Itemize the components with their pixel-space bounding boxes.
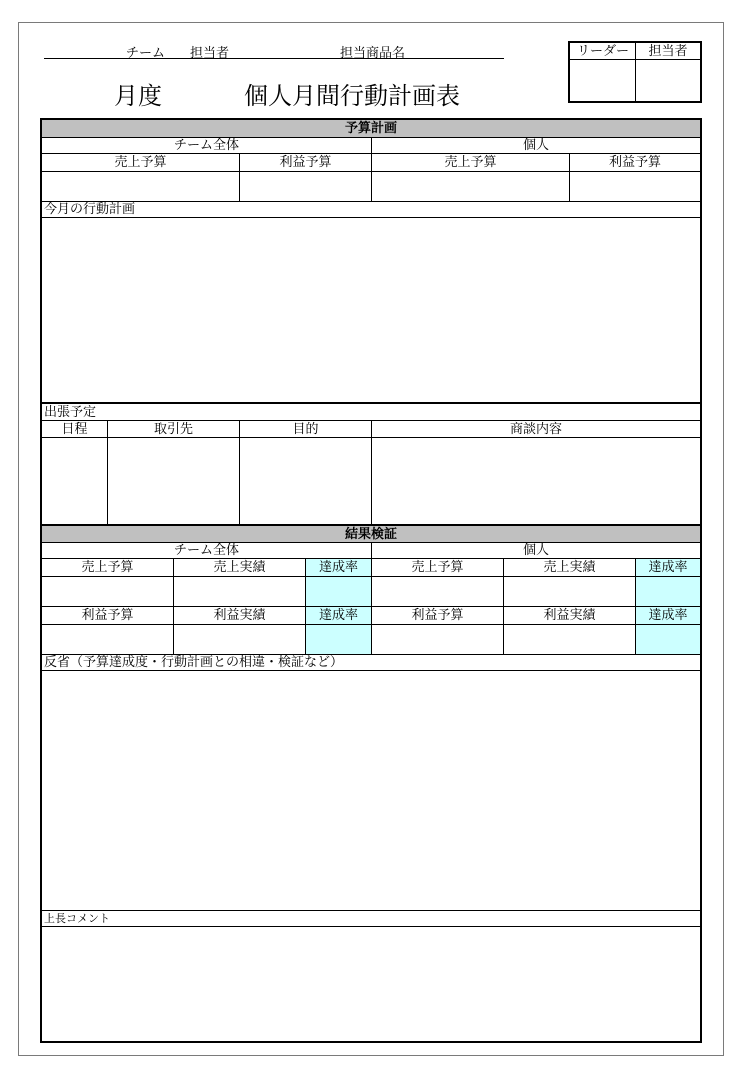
trip-col-purpose: 目的	[240, 421, 372, 438]
plan-label: 今月の行動計画	[42, 202, 700, 218]
trip-content-field[interactable]	[372, 438, 700, 524]
budget-team-total: チーム全体	[42, 138, 372, 154]
stamp-leader-label: リーダー	[570, 43, 636, 60]
budget-team-sales-field[interactable]	[42, 172, 240, 202]
trip-date-field[interactable]	[42, 438, 108, 524]
results-individual-profit-rate-field[interactable]	[636, 625, 700, 655]
budget-team-profit-header: 利益予算	[240, 154, 372, 172]
results-team-total: チーム全体	[42, 543, 372, 559]
budget-section-title: 予算計画	[42, 120, 700, 138]
results-individual-profit-budget: 利益予算	[372, 607, 504, 625]
boss-comment-field[interactable]	[42, 927, 700, 1041]
person-label: 担当者	[190, 46, 230, 61]
budget-team-profit-field[interactable]	[240, 172, 372, 202]
form-frame	[40, 118, 702, 1043]
budget-individual-sales-field[interactable]	[372, 172, 570, 202]
boss-comment-label: 上長コメント	[42, 911, 700, 927]
results-team-sales-budget-field[interactable]	[42, 577, 174, 607]
results-team-sales-actual: 売上実績	[174, 559, 306, 577]
results-individual-profit-rate: 達成率	[636, 607, 700, 625]
results-individual-sales-actual: 売上実績	[504, 559, 636, 577]
team-label: チーム	[126, 46, 166, 61]
budget-individual-sales-header: 売上予算	[372, 154, 570, 172]
results-team-profit-rate: 達成率	[306, 607, 372, 625]
budget-individual: 個人	[372, 138, 700, 154]
trip-purpose-field[interactable]	[240, 438, 372, 524]
results-individual-profit-actual-field[interactable]	[504, 625, 636, 655]
trip-client-field[interactable]	[108, 438, 240, 524]
trip-col-client: 取引先	[108, 421, 240, 438]
header-underline	[44, 58, 504, 59]
stamp-leader-field[interactable]	[570, 60, 635, 101]
results-individual-sales-budget-field[interactable]	[372, 577, 504, 607]
results-team-sales-rate: 達成率	[306, 559, 372, 577]
results-section-title: 結果検証	[42, 524, 700, 543]
budget-individual-profit-header: 利益予算	[570, 154, 700, 172]
stamp-person-field[interactable]	[636, 60, 700, 101]
results-team-profit-actual-field[interactable]	[174, 625, 306, 655]
trip-col-content: 商談内容	[372, 421, 700, 438]
month-label: 月度	[114, 82, 162, 110]
results-team-profit-actual: 利益実績	[174, 607, 306, 625]
results-individual-sales-budget: 売上予算	[372, 559, 504, 577]
results-individual-profit-budget-field[interactable]	[372, 625, 504, 655]
reflection-field[interactable]	[42, 671, 700, 911]
results-team-sales-budget: 売上予算	[42, 559, 174, 577]
results-team-profit-budget-field[interactable]	[42, 625, 174, 655]
results-individual-sales-actual-field[interactable]	[504, 577, 636, 607]
page-title: 個人月間行動計画表	[244, 82, 460, 110]
results-team-sales-rate-field[interactable]	[306, 577, 372, 607]
stamp-person-label: 担当者	[636, 43, 700, 60]
budget-individual-profit-field[interactable]	[570, 172, 700, 202]
results-team-sales-actual-field[interactable]	[174, 577, 306, 607]
plan-field[interactable]	[42, 218, 700, 404]
budget-team-sales-header: 売上予算	[42, 154, 240, 172]
results-individual-sales-rate: 達成率	[636, 559, 700, 577]
product-label: 担当商品名	[340, 46, 406, 61]
stamp-box	[568, 41, 702, 103]
trip-col-date: 日程	[42, 421, 108, 438]
reflection-label: 反省（予算達成度・行動計画との相違・検証など）	[42, 655, 700, 671]
results-individual-sales-rate-field[interactable]	[636, 577, 700, 607]
results-team-profit-rate-field[interactable]	[306, 625, 372, 655]
results-individual: 個人	[372, 543, 700, 559]
results-individual-profit-actual: 利益実績	[504, 607, 636, 625]
results-team-profit-budget: 利益予算	[42, 607, 174, 625]
trip-label: 出張予定	[42, 404, 700, 421]
